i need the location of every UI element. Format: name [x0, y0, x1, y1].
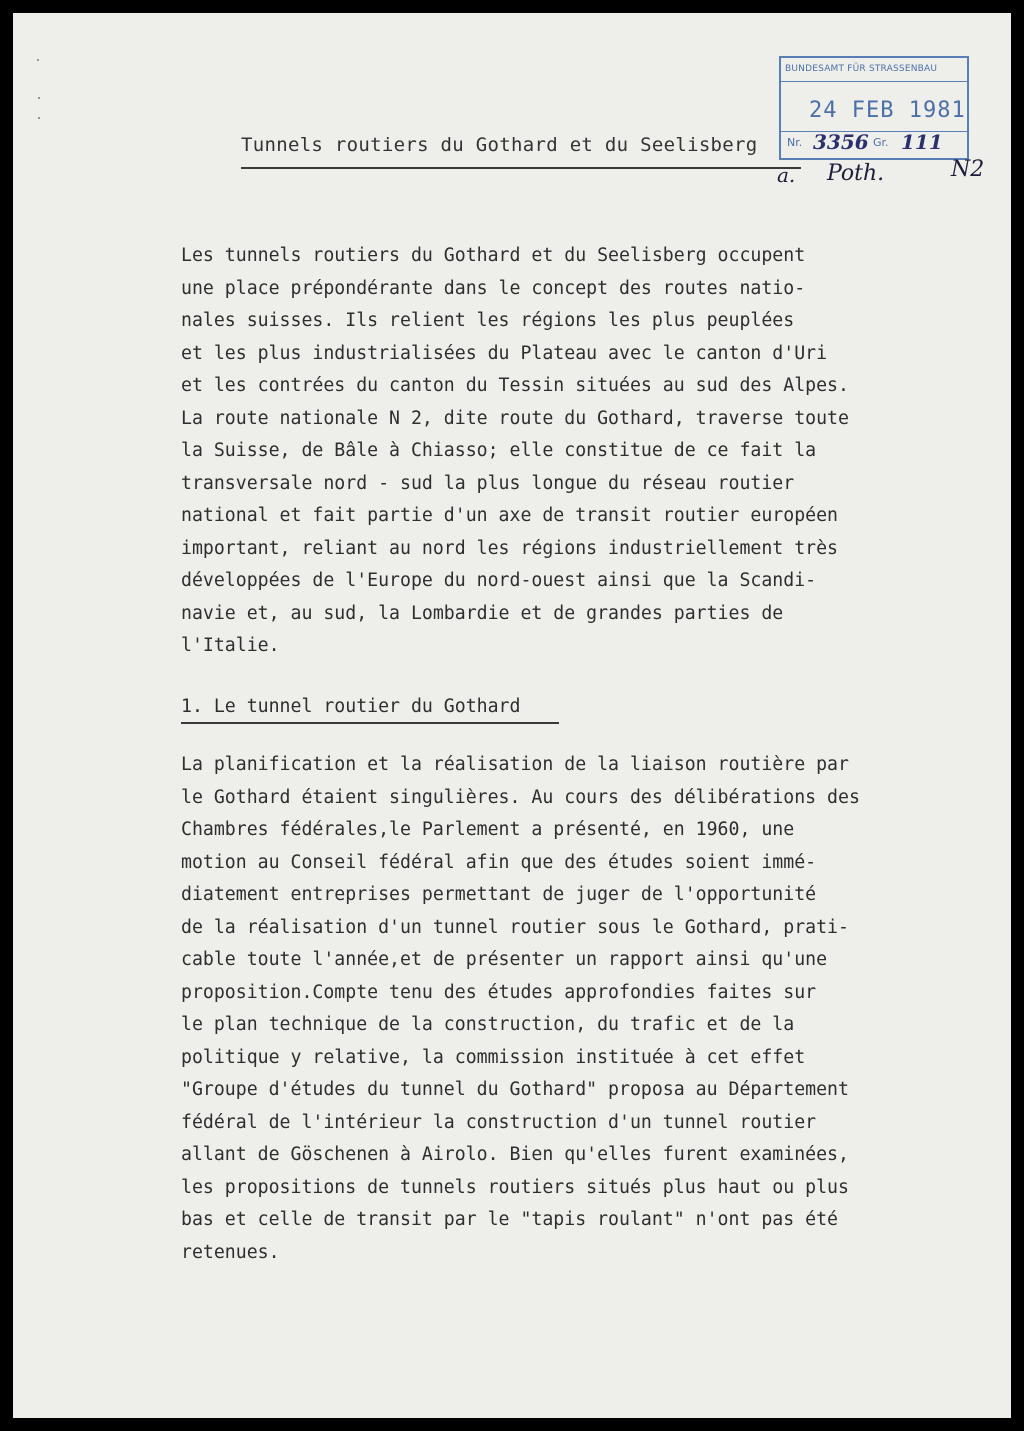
- stamp-gr-label: Gr.: [873, 136, 889, 149]
- section-heading-underline: [181, 722, 559, 724]
- document-page: [13, 13, 1011, 1418]
- stamp-office-name: BUNDESAMT FÜR STRASSENBAU: [785, 64, 938, 74]
- title-underline: [241, 167, 801, 169]
- section-heading: 1. Le tunnel routier du Gothard: [181, 696, 521, 717]
- handwritten-note: a.: [777, 163, 796, 187]
- stamp-nr-value: 3356: [813, 130, 869, 154]
- intro-paragraph: Les tunnels routiers du Gothard et du Seelisberg occupent une place prépondérante dans le concept des routes natio- nales suisses. Ils relient les régions les plus peuplées et les plus industrialisées du Plateau avec le canton d'Uri et les contrées du canton du Tessin situées au sud des Alpes. La route nationale N 2, dite route du Gothard, traverse toute la Suisse, de Bâle à Chiasso; elle constitue de ce fait la transversale nord - sud la plus longue du réseau routier national et fait partie d'un axe de transit routier européen important, reliant au nord les régions industriellement très développées de l'Europe du nord-ouest ainsi que la Scandi- navie et, au sud, la Lombardie et de grandes parties de l'Italie.: [181, 245, 849, 656]
- document-title: Tunnels routiers du Gothard et du Seelisberg: [241, 134, 758, 156]
- stamp-date: 24 FEB 1981: [809, 98, 966, 123]
- stamp-divider: [781, 81, 967, 82]
- receipt-stamp: [779, 56, 969, 160]
- handwritten-note: Poth.: [827, 161, 885, 186]
- stamp-nr-label: Nr.: [787, 136, 803, 149]
- handwritten-note: N2: [951, 157, 985, 182]
- stamp-gr-value: 111: [901, 130, 943, 154]
- section-paragraph: La planification et la réalisation de la liaison routière par le Gothard étaient singulières. Au cours des délibérations des Chambres fédérales,le Parlement a présenté, en 1960, une motion au Conseil fédéral afin que des études soient immé- diatement entreprises permettant de juger de l'opportunité de la réalisation d'un tunnel routier sous le Gothard, prati- cable toute l'année,et de présenter un rapport ainsi qu'une proposition.Compte tenu des études approfondies faites sur le plan technique de la construction, du trafic et de la politique y relative, la commission instituée à cet effet "Groupe d'études du tunnel du Gothard" proposa au Département fédéral de l'intérieur la construction d'un tunnel routier allant de Göschenen à Airolo. Bien qu'elles furent examinées, les propositions de tunnels routiers situés plus haut ou plus bas et celle de transit par le "tapis roulant" n'ont pas été retenues.: [181, 754, 860, 1263]
